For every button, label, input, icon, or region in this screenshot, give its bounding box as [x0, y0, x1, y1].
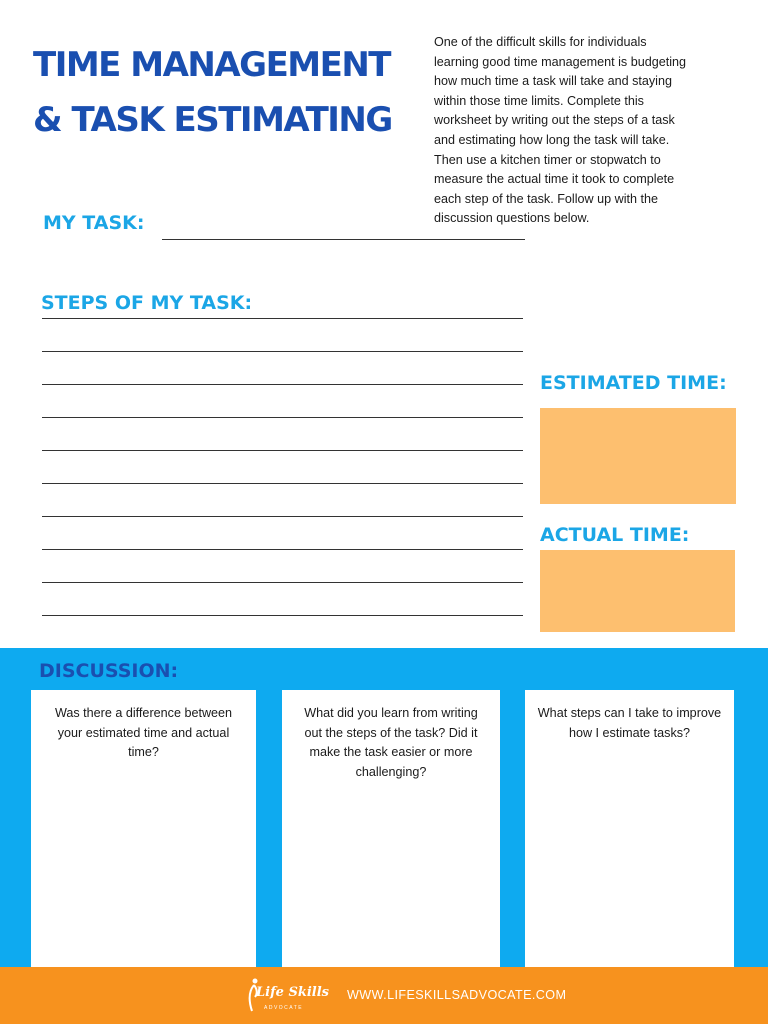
logo-text: Life Skills [256, 985, 329, 1000]
discussion-question-box-2[interactable] [282, 690, 500, 970]
step-write-line[interactable] [42, 318, 523, 319]
discussion-question-box-1[interactable] [31, 690, 256, 970]
actual-time-box[interactable] [540, 550, 735, 632]
discussion-question-box-3[interactable] [525, 690, 734, 970]
actual-time-label: ACTUAL TIME: [540, 524, 690, 546]
title-line-1: TIME MANAGEMENT [33, 45, 390, 85]
my-task-write-line[interactable] [162, 239, 525, 240]
page-title [33, 38, 423, 148]
title-line-2: & TASK ESTIMATING [33, 100, 392, 140]
step-write-line[interactable] [42, 351, 523, 352]
discussion-question-3: What steps can I take to improve how I estimate tasks? [537, 706, 722, 740]
intro-paragraph: One of the difficult skills for individuals learning good time management is budgeting how much time a task will take and staying within those time limits. Complete this worksheet by writing out the steps of a task and estimating how long the task will take. Then use a kitchen timer or stopwatch to measure the actual time it took to complete each step of the task. Follow up with the discussion questions below. [434, 35, 687, 226]
estimated-time-label: ESTIMATED TIME: [540, 372, 727, 394]
step-write-line[interactable] [42, 615, 523, 616]
my-task-label: MY TASK: [43, 212, 145, 234]
logo-subtext: ADVOCATE [264, 1005, 304, 1011]
step-write-line[interactable] [42, 384, 523, 385]
step-write-line[interactable] [42, 516, 523, 517]
step-write-line[interactable] [42, 417, 523, 418]
step-write-line[interactable] [42, 549, 523, 550]
step-write-line[interactable] [42, 450, 523, 451]
step-write-line[interactable] [42, 483, 523, 484]
discussion-question-1: Was there a difference between your estimated time and actual time? [54, 706, 233, 760]
estimated-time-box[interactable] [540, 408, 736, 504]
footer-url[interactable]: WWW.LIFESKILLSADVOCATE.COM [347, 988, 567, 1002]
life-skills-logo [246, 975, 329, 1017]
discussion-label: DISCUSSION: [39, 660, 179, 682]
step-write-line[interactable] [42, 582, 523, 583]
discussion-question-2: What did you learn from writing out the steps of the task? Did it make the task easier or more challenging? [304, 706, 478, 779]
steps-label: STEPS OF MY TASK: [41, 292, 253, 314]
